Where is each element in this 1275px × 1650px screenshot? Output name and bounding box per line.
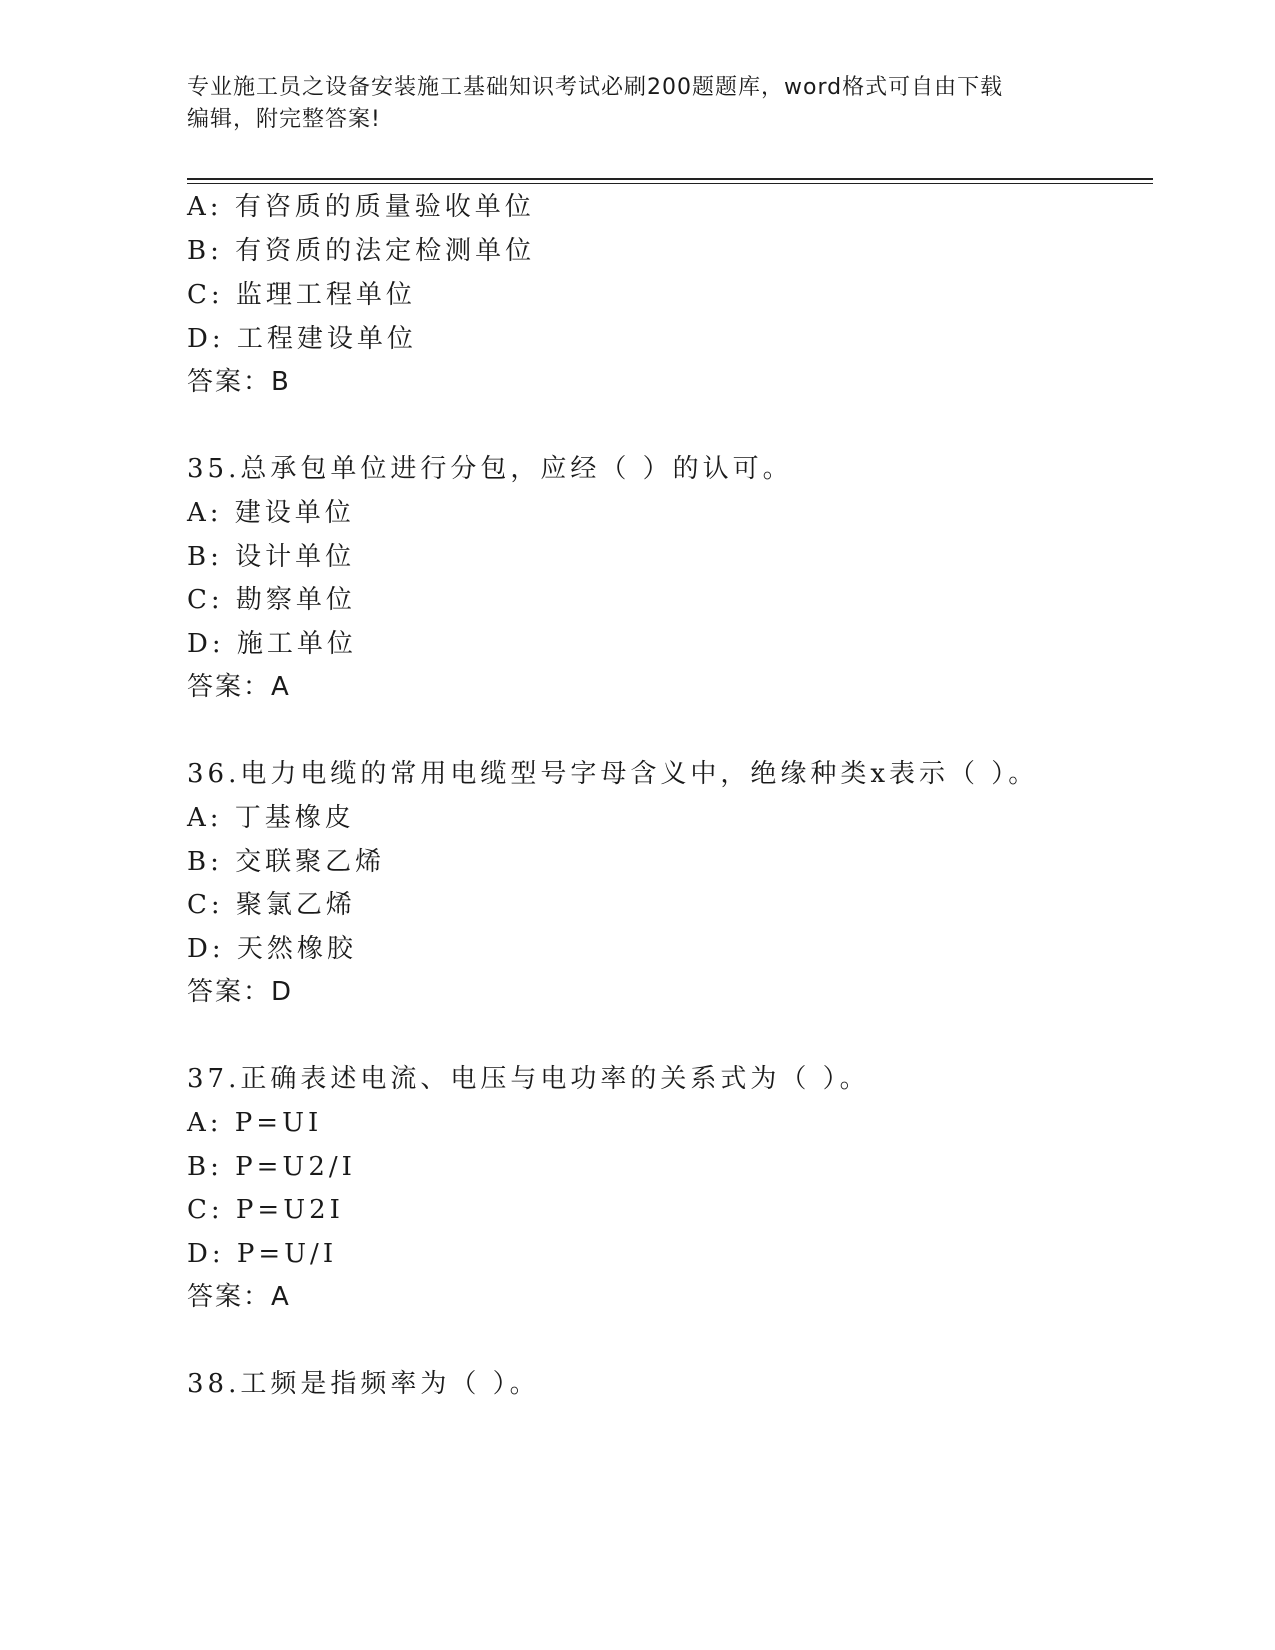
option-a: A: P=UI: [187, 1108, 323, 1138]
option-c: C: P=U2I: [187, 1195, 344, 1225]
answer: 答案：D: [187, 977, 294, 1007]
option-b: B: 交联聚乙烯: [187, 847, 386, 877]
option-b: B: P=U2/I: [187, 1152, 356, 1182]
question-35: 35.总承包单位进行分包，应经（ ）的认可。: [187, 454, 793, 484]
question-37: 37.正确表述电流、电压与电功率的关系式为（ ）。: [187, 1064, 870, 1094]
header-line-1: 专业施工员之设备安装施工基础知识考试必刷200题题库，word格式可自由下载: [187, 75, 1004, 100]
option-d: D: 工程建设单位: [187, 324, 417, 354]
option-d: D: 天然橡胶: [187, 934, 357, 964]
option-a: A: 丁基橡皮: [187, 803, 355, 833]
answer: 答案：A: [187, 1282, 291, 1312]
question-38: 38.工频是指频率为（ ）。: [187, 1369, 540, 1399]
question-36: 36.电力电缆的常用电缆型号字母含义中，绝缘种类x表示（ ）。: [187, 759, 1039, 789]
option-b: B: 有资质的法定检测单位: [187, 236, 536, 266]
answer: 答案：B: [187, 367, 291, 397]
answer: 答案：A: [187, 672, 291, 702]
option-a: A: 有咨质的质量验收单位: [187, 192, 535, 222]
option-d: D: 施工单位: [187, 629, 357, 659]
header-divider-thin: [187, 183, 1153, 184]
option-c: C: 聚氯乙烯: [187, 890, 356, 920]
option-b: B: 设计单位: [187, 542, 356, 572]
header-line-2: 编辑，附完整答案!: [187, 107, 381, 132]
option-c: C: 监理工程单位: [187, 280, 416, 310]
header-divider-thick: [187, 178, 1153, 180]
option-a: A: 建设单位: [187, 498, 355, 528]
option-d: D: P=U/I: [187, 1239, 338, 1269]
document-header: [187, 72, 1087, 136]
option-c: C: 勘察单位: [187, 585, 356, 615]
